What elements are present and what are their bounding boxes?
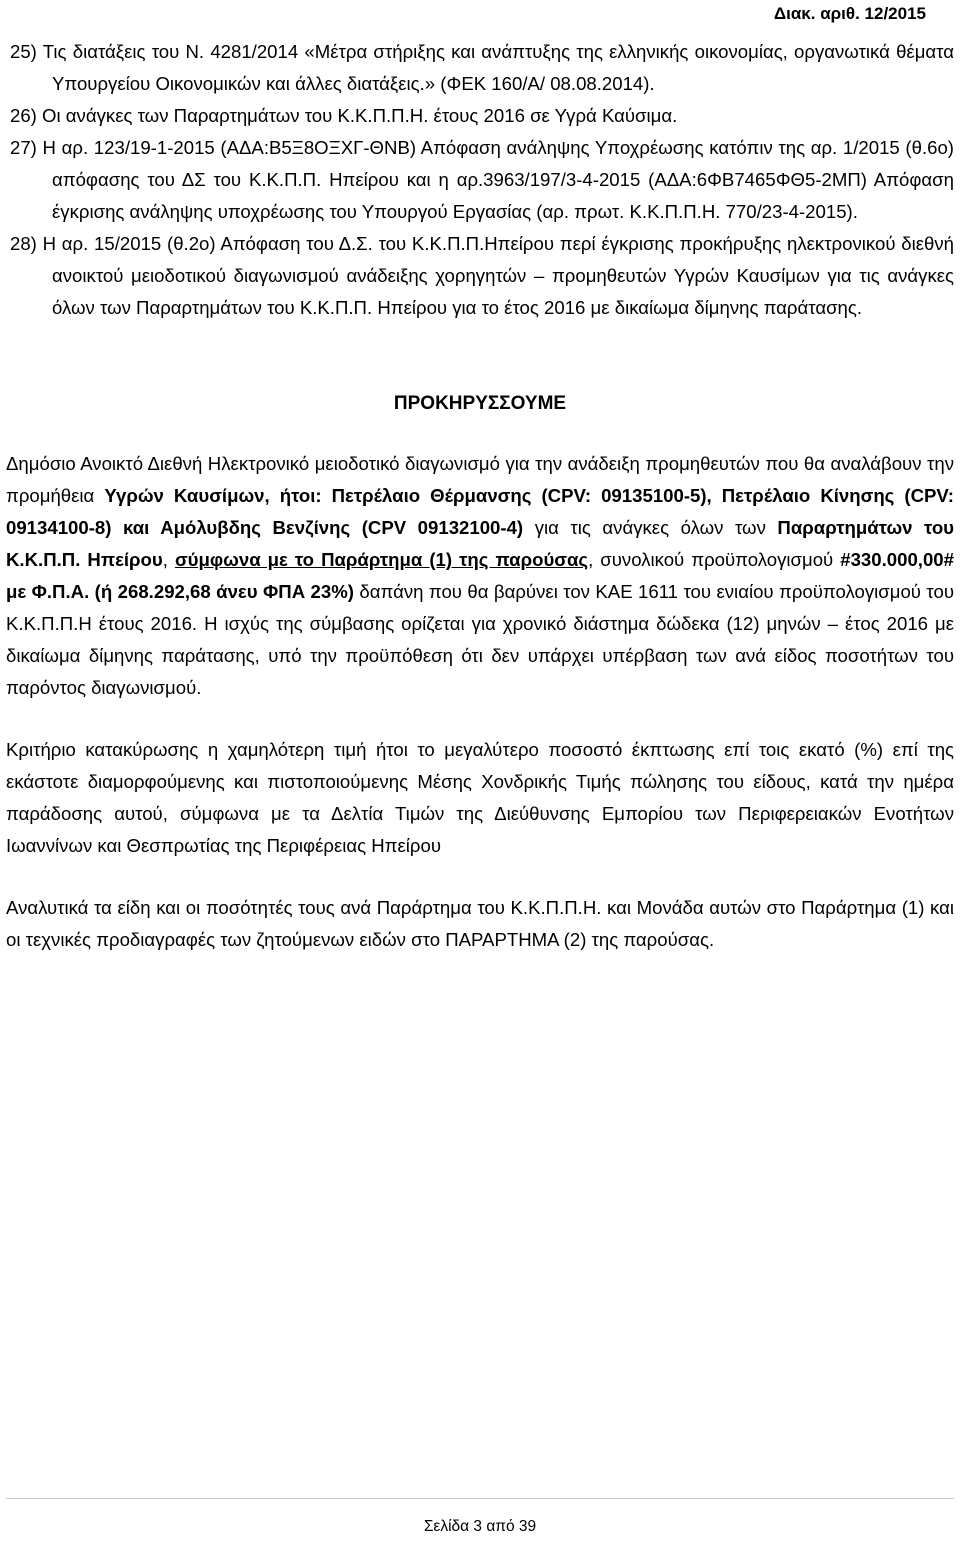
document-reference: Διακ. αριθ. 12/2015 — [773, 4, 926, 23]
list-item-26: 26) Οι ανάγκες των Παραρτημάτων του Κ.Κ.Π.Π.Η. έτους 2016 σε Υγρά Καύσιμα. — [10, 105, 678, 126]
list-item-25: 25) Τις διατάξεις του Ν. 4281/2014 «Μέτρα στήριξης και ανάπτυξης της ελληνικής οικονομίας, οργανωτικά θέματα Υπουργείου Οικονομικών και άλλες διατάξεις.» (ΦΕΚ 160/Α/ 08.08.2014). — [10, 41, 954, 94]
award-criterion-paragraph: Κριτήριο κατακύρωσης η χαμηλότερη τιμή ήτοι το μεγαλύτερο ποσοστό έκπτωσης επί τοις εκατό (%) επί της εκάστοτε διαμορφούμενης και πιστοποιούμενης Μέσης Χονδρικής Τιμής πώλησης του είδους, κατά την ημέρα παράδοσης αυτού, σύμφωνα με τα Δελτία Τιμών της Διεύθυνσης Εμπορίου των Περιφερειακών Ενοτήτων Ιωαννίνων και Θεσπρωτίας της Περιφέρειας Ηπείρου — [6, 739, 954, 856]
p1-text-5: δαπάνη που θα βαρύνει τον ΚΑΕ 1611 του ενιαίου προϋπολογισμού του Κ.Κ.Π.Π.Η έτους 2016. Η ισχύς της σύμβασης ορίζεται για χρονικό διάστημα δώδεκα (12) μηνών – έτος 2016 με δικαίωμα δίμηνης παράτασης, υπό την προϋπόθεση ότι δεν υπάρχει υπέρβαση των ανά είδος ποσοτήτων του παρόντος διαγωνισμού. — [6, 581, 954, 698]
page-number: Σελίδα 3 από 39 — [423, 1518, 537, 1535]
p1-text-2: για τις ανάγκες όλων των — [523, 517, 778, 538]
p1-fuel-types: Υγρών Καυσίμων, ήτοι: Πετρέλαιο Θέρμανσης (CPV: 09135100-5), Πετρέλαιο Κίνησης (CPV: 09134100-8) και Αμόλυβδης Βενζίνης (CPV 09132100-4) — [6, 485, 954, 538]
footer-divider — [6, 1498, 954, 1499]
document-body — [6, 36, 954, 986]
p1-annex-reference: σύμφωνα με το Παράρτημα (1) της παρούσας — [174, 549, 589, 570]
p1-text-1: Δημόσιο Ανοικτό Διεθνή Ηλεκτρονικό μειοδοτικό διαγωνισμό για την ανάδειξη προμηθευτών που θα αναλάβουν την προμήθεια — [6, 453, 954, 506]
p1-text-4: , συνολικού προϋπολογισμού — [588, 549, 841, 570]
list-item-27: 27) Η αρ. 123/19-1-2015 (ΑΔΑ:Β5Ξ8ΟΞΧΓ-ΘΝΒ) Απόφαση ανάληψης Υποχρέωσης κατόπιν της αρ. 1/2015 (θ.6ο) απόφασης του ΔΣ του Κ.Κ.Π.Π. Ηπείρου και η αρ.3963/197/3-4-2015 (ΑΔΑ:6ΦΒ7465ΦΘ5-2ΜΠ) Απόφαση έγκρισης ανάληψης υποχρέωσης του Υπουργού Εργασίας (αρ. πρωτ. Κ.Κ.Π.Π.Η. 770/23-4-2015). — [10, 137, 954, 222]
annex-details-paragraph: Αναλυτικά τα είδη και οι ποσότητές τους ανά Παράρτημα του Κ.Κ.Π.Π.Η. και Μονάδα αυτών στο Παράρτημα (1) και οι τεχνικές προδιαγραφές των ζητούμενων ειδών στο ΠΑΡΑΡΤΗΜΑ (2) της παρούσας. — [6, 897, 954, 950]
list-item-28: 28) Η αρ. 15/2015 (θ.2ο) Απόφαση του Δ.Σ. του Κ.Κ.Π.Π.Ηπείρου περί έγκρισης προκήρυξης ηλεκτρονικού διεθνή ανοικτού μειοδοτικού διαγωνισμού ανάδειξης χορηγητών – προμηθευτών Υγρών Καυσίμων για τις ανάγκες όλων των Παραρτημάτων του Κ.Κ.Π.Π. Ηπείρου για το έτος 2016 με δικαίωμα δίμηνης παράτασης. — [10, 233, 954, 318]
announcement-paragraph — [6, 448, 954, 704]
section-heading: ΠΡΟΚΗΡΥΣΣΟΥΜΕ — [393, 393, 567, 414]
p1-text-3: , — [162, 549, 175, 570]
p1-budget: #330.000,00# με Φ.Π.Α. (ή 268.292,68 άνευ ΦΠΑ 23%) — [6, 549, 954, 602]
p1-branches: Παραρτημάτων του Κ.Κ.Π.Π. Ηπείρου — [6, 517, 955, 570]
